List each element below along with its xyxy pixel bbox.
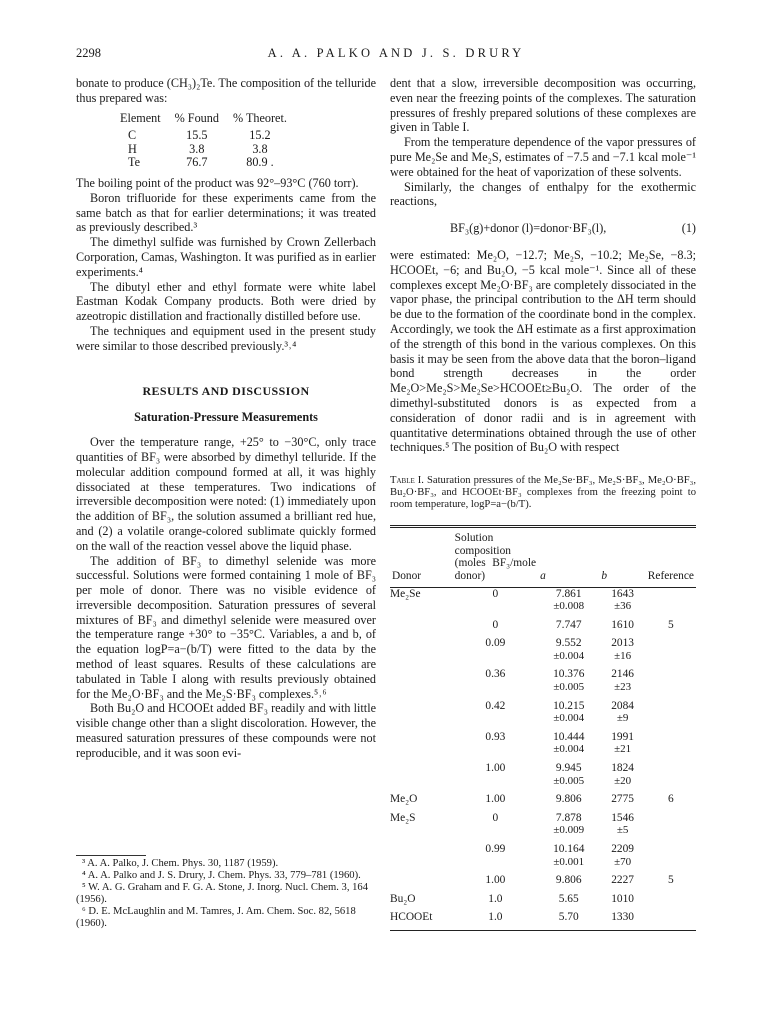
cell-value: 9.806 <box>555 793 582 806</box>
table-row <box>390 731 696 762</box>
equation <box>450 221 696 236</box>
cell-value: 10.376 <box>553 668 585 681</box>
table-body <box>390 587 696 930</box>
table-cell <box>646 731 696 762</box>
cell-value: 7.878 <box>555 811 582 824</box>
uncertainty: ±9 <box>616 712 629 725</box>
table-cell <box>599 812 645 843</box>
table-cell <box>390 668 453 699</box>
cell-value: 0.42 <box>485 699 506 712</box>
table-cell <box>390 619 453 638</box>
table-header: b <box>599 528 645 587</box>
table-cell <box>538 893 599 912</box>
paragraph: Both Bu₂O and HCOOEt added BF₃ readily and with little visible change other than a slight discoloration. However, the measured saturation pressures of these compounds were not reproducible, and it was soon evi- <box>76 701 376 760</box>
uncertainty: ±0.004 <box>553 712 585 725</box>
table-cell <box>599 874 645 893</box>
table-row <box>390 874 696 893</box>
equation-body: BF₃(g)+donor (l)=donor·BF₃(l), <box>450 221 607 236</box>
element-composition-table <box>120 112 301 170</box>
table-cell <box>599 762 645 793</box>
cell-value: 9.945 <box>555 762 582 775</box>
table-cell <box>453 793 538 812</box>
table-row <box>120 156 301 170</box>
table-cell <box>538 874 599 893</box>
cell-value: 5.70 <box>558 911 579 924</box>
uncertainty: ±36 <box>614 600 632 613</box>
uncertainty: ±0.001 <box>553 855 585 868</box>
table-cell <box>453 637 538 668</box>
table-cell <box>453 812 538 843</box>
cell-value: 5 <box>668 874 674 887</box>
cell-value: 2227 <box>611 874 634 887</box>
table-cell <box>390 911 453 930</box>
page-header <box>76 46 716 68</box>
cell-value: Me₂Se <box>390 587 421 600</box>
uncertainty: ±0.005 <box>553 774 585 787</box>
table-cell <box>390 793 453 812</box>
table-cell <box>390 874 453 893</box>
paragraph: The addition of BF₃ to dimethyl selenide was more successful. Solutions were formed containing 1 mole of BF₃ per mole of donor. There was no visible evidence of irreversible decomposition. Saturation pressures of several mixtures of BF₃ and dimethyl selenide were measured over the temperature range +30° to −35°C. Variables, a and b, of the equation logP=a−(b/T) were fitted to the data by the method of least squares. Results of these calculations are tabulated in Table I along with results previously obtained for the Me₂O·BF₃ and the Me₂S·BF₃ complexes.⁵˒⁶ <box>76 553 376 701</box>
table-cell <box>538 793 599 812</box>
cell-value: 7.747 <box>555 618 582 631</box>
table-cell <box>599 619 645 638</box>
cell-value: 0 <box>492 587 499 600</box>
paragraph: Over the temperature range, +25° to −30°C, only trace quantities of BF₃ were absorbed by dimethyl telluride. If the molecular addition compound formed at all, it was highly dissociated at these temperatures. Two indications of irreversible decomposition were noted: (1) immediately upon the addition of BF₃, the solution assumed a brilliant red hue, and (2) a volatile orange-colored sublimate quickly formed on the wall of the reaction vessel above the liquid phase. <box>76 435 376 553</box>
paragraph: The boiling point of the product was 92°–93°C (760 torr). <box>76 175 359 190</box>
table-cell: H <box>128 141 137 156</box>
cell-value: 1610 <box>611 618 634 631</box>
uncertainty: ±0.004 <box>553 743 585 756</box>
cell-value: 0.93 <box>485 730 506 743</box>
cell-value: Me₂O <box>390 793 418 806</box>
table-cell <box>538 587 599 619</box>
table-cell <box>538 668 599 699</box>
table-cell <box>599 843 645 874</box>
subsection-title: Saturation-Pressure Measurements <box>134 410 318 425</box>
cell-value: 10.164 <box>553 843 585 855</box>
table-cell <box>599 893 645 912</box>
cell-value: Bu₂O <box>390 892 416 905</box>
cell-value: 0 <box>492 618 499 631</box>
table-cell <box>646 893 696 912</box>
table-cell: 3.8 <box>252 141 268 156</box>
table-row <box>390 843 696 874</box>
table-cell: 15.2 <box>249 128 271 143</box>
table-cell: 76.7 <box>186 155 208 170</box>
paragraph: dent that a slow, irreversible decomposition was occurring, even near the freezing points of the complexes. The saturation pressures of freshly prepared solutions of these complexes are given in Table I. <box>390 76 696 135</box>
table-header: a <box>538 528 599 587</box>
table-cell <box>453 762 538 793</box>
table-cell <box>390 700 453 731</box>
table-cell <box>453 587 538 619</box>
table-cell: Te <box>128 155 141 170</box>
footnotes <box>76 855 376 930</box>
table-header: Reference <box>646 528 696 587</box>
left-column <box>76 76 376 761</box>
cell-value: 1330 <box>611 911 634 924</box>
table-cell <box>390 762 453 793</box>
table-cell: 80.9 . <box>246 155 274 170</box>
table-cell <box>390 731 453 762</box>
paragraph: The dibutyl ether and ethyl formate were white label Eastman Kodak Company products. Both were dried by azeotropic distillation and fractionally distilled before use. <box>76 279 376 324</box>
table-label: Table I. <box>390 475 424 487</box>
table-cell <box>538 911 599 930</box>
table-cell <box>453 731 538 762</box>
table-cell <box>390 843 453 874</box>
table-row <box>390 637 696 668</box>
cell-value: 6 <box>668 793 674 806</box>
table-cell: 15.5 <box>186 128 208 143</box>
cell-value: 1991 <box>611 730 634 743</box>
table-cell <box>599 700 645 731</box>
table-row <box>390 793 696 812</box>
cell-value: 2209 <box>611 843 634 855</box>
cell-value: 1.0 <box>488 892 503 905</box>
table-cell <box>453 893 538 912</box>
page-number: 2298 <box>76 46 101 60</box>
paragraph: From the temperature dependence of the vapor pressures of pure Me₂Se and Me₂S, estimates of −7.5 and −7.1 kcal mole⁻¹ were obtained for the heat of vaporization of these solvents. <box>390 135 696 179</box>
cell-value: 1.00 <box>485 793 506 806</box>
table-header: Donor <box>390 528 453 587</box>
cell-value: 2775 <box>611 793 634 806</box>
table-cell <box>646 619 696 638</box>
table-cell <box>538 637 599 668</box>
table-row <box>390 587 696 619</box>
table-cell <box>390 587 453 619</box>
table-cell <box>453 700 538 731</box>
cell-value: 5.65 <box>558 892 579 905</box>
cell-value: 1010 <box>611 892 634 905</box>
cell-value: 0.99 <box>485 843 506 855</box>
table-cell <box>599 587 645 619</box>
uncertainty: ±23 <box>614 681 632 694</box>
table-caption-text: Saturation pressures of the Me₂Se·BF₃, Me₂S·BF₃, Me₂O·BF₃, Bu₂O·BF₃, and HCOOEt·BF₃ complexes from the freezing point to room temperature, logP=a−(b/T). <box>390 475 697 511</box>
cell-value: 10.215 <box>553 699 585 712</box>
table-cell <box>538 619 599 638</box>
table-cell <box>646 874 696 893</box>
cell-value: 1643 <box>611 587 634 600</box>
uncertainty: ±0.009 <box>553 824 585 837</box>
table-cell <box>390 812 453 843</box>
cell-value: 1.0 <box>488 911 503 924</box>
table-cell <box>538 762 599 793</box>
cell-value: 5 <box>668 618 674 631</box>
table-row <box>390 619 696 638</box>
cell-value: 1.00 <box>485 874 506 887</box>
table-cell <box>453 843 538 874</box>
running-head: A. A. PALKO AND J. S. DRURY <box>267 46 525 60</box>
table-row <box>390 700 696 731</box>
table-cell <box>453 619 538 638</box>
table-caption <box>390 475 696 511</box>
table-cell <box>453 668 538 699</box>
uncertainty: ±16 <box>614 649 632 662</box>
cell-value: 1824 <box>611 762 634 775</box>
table-cell <box>646 793 696 812</box>
table-header: Element <box>120 110 161 125</box>
cell-value: 0.09 <box>485 637 506 650</box>
paragraph: were estimated: Me₂O, −12.7; Me₂S, −10.2; Me₂Se, −8.3; HCOOEt, −6; and Bu₂O, −5 kcal mole⁻¹. Since all of these complexes except Me₂O·BF₃ are completely dissociated in the vapor phase, the principal contribution to the ΔH term should be due to the formation of the coordinate bond in the complex. Accordingly, we took the ΔH estimate as a first approximation of the strength of this bond in the various complexes. On this basis it may be seen from the above data that the boron–ligand bond strength decreases in the order Me₂O>Me₂S>Me₂Se>HCOOEt≥Bu₂O. The order of the dimethyl-substituted donors is as expected from a consideration of donor radii and is in agreement with quantitative determinations obtained through the use of other techniques.⁵ The position of Bu₂O with respect <box>390 247 696 455</box>
table-cell <box>538 812 599 843</box>
cell-value: 2146 <box>611 668 634 681</box>
cell-value: Me₂S <box>390 811 416 824</box>
table-cell <box>390 893 453 912</box>
table-row <box>390 911 696 930</box>
table-cell <box>646 812 696 843</box>
uncertainty: ±21 <box>614 743 632 756</box>
footnote: ⁶ D. E. McLaughlin and M. Tamres, J. Am. Chem. Soc. 82, 5618 (1960). <box>76 906 356 929</box>
uncertainty: ±20 <box>614 774 632 787</box>
table-cell <box>646 700 696 731</box>
table-cell: 3.8 <box>189 141 205 156</box>
table-header: % Found <box>174 110 219 125</box>
table-cell <box>390 637 453 668</box>
table-cell <box>646 668 696 699</box>
table-cell <box>453 874 538 893</box>
uncertainty: ±5 <box>616 824 629 837</box>
paragraph: Boron trifluoride for these experiments came from the same batch as that for earlier determinations; it was treated as previously described.³ <box>76 190 376 235</box>
table-cell <box>599 668 645 699</box>
table-cell <box>646 911 696 930</box>
footnote: ⁴ A. A. Palko and J. S. Drury, J. Chem. Phys. 33, 779–781 (1960). <box>82 870 361 881</box>
cell-value: 2084 <box>611 699 634 712</box>
paragraph: The dimethyl sulfide was furnished by Crown Zellerbach Corporation, Camas, Washington. It was purified as in earlier experiments.⁴ <box>76 235 376 279</box>
table-cell <box>646 762 696 793</box>
table-cell <box>599 731 645 762</box>
table-row <box>120 143 301 157</box>
saturation-pressure-table <box>390 525 696 931</box>
cell-value: 7.861 <box>555 587 582 600</box>
table-row <box>390 812 696 843</box>
cell-value: 1546 <box>611 811 634 824</box>
table-header: % Theoret. <box>232 110 287 125</box>
uncertainty: ±0.004 <box>553 649 585 662</box>
table-cell <box>599 911 645 930</box>
footnote: ³ A. A. Palko, J. Chem. Phys. 30, 1187 (1959). <box>82 858 279 869</box>
table-cell <box>453 911 538 930</box>
cell-value: 1.00 <box>485 762 506 775</box>
table-header: Solution composition (moles BF₃/mole donor) <box>453 528 538 587</box>
uncertainty: ±0.005 <box>553 681 585 694</box>
table-cell <box>599 637 645 668</box>
cell-value: 9.806 <box>555 874 582 887</box>
table-cell <box>646 587 696 619</box>
uncertainty: ±70 <box>614 855 632 868</box>
table-cell <box>538 843 599 874</box>
section-title: RESULTS AND DISCUSSION <box>142 383 310 398</box>
uncertainty: ±0.008 <box>553 600 585 613</box>
table-cell <box>538 700 599 731</box>
cell-value: 9.552 <box>555 637 582 650</box>
paragraph: bonate to produce (CH₃)₂Te. The composition of the telluride thus prepared was: <box>76 76 376 105</box>
cell-value: 10.444 <box>553 730 585 743</box>
table-cell <box>599 793 645 812</box>
table-row <box>390 893 696 912</box>
table-cell <box>646 637 696 668</box>
table-row <box>390 668 696 699</box>
footnote: ⁵ W. A. G. Graham and F. G. A. Stone, J. Inorg. Nucl. Chem. 3, 164 (1956). <box>76 882 369 905</box>
cell-value: HCOOEt <box>390 911 433 924</box>
cell-value: 0.36 <box>485 668 506 681</box>
table-row <box>390 762 696 793</box>
cell-value: 2013 <box>611 637 634 650</box>
right-column <box>390 76 696 931</box>
paragraph: Similarly, the changes of enthalpy for the exothermic reactions, <box>390 179 696 209</box>
equation-number: (1) <box>681 221 696 236</box>
table-cell <box>538 731 599 762</box>
footnote-rule <box>76 855 146 856</box>
table-cell: C <box>128 128 137 143</box>
cell-value: 0 <box>492 811 499 824</box>
paragraph: The techniques and equipment used in the present study were similar to those described previously.³˒⁴ <box>76 323 376 353</box>
table-cell <box>646 843 696 874</box>
table-row <box>120 129 301 143</box>
